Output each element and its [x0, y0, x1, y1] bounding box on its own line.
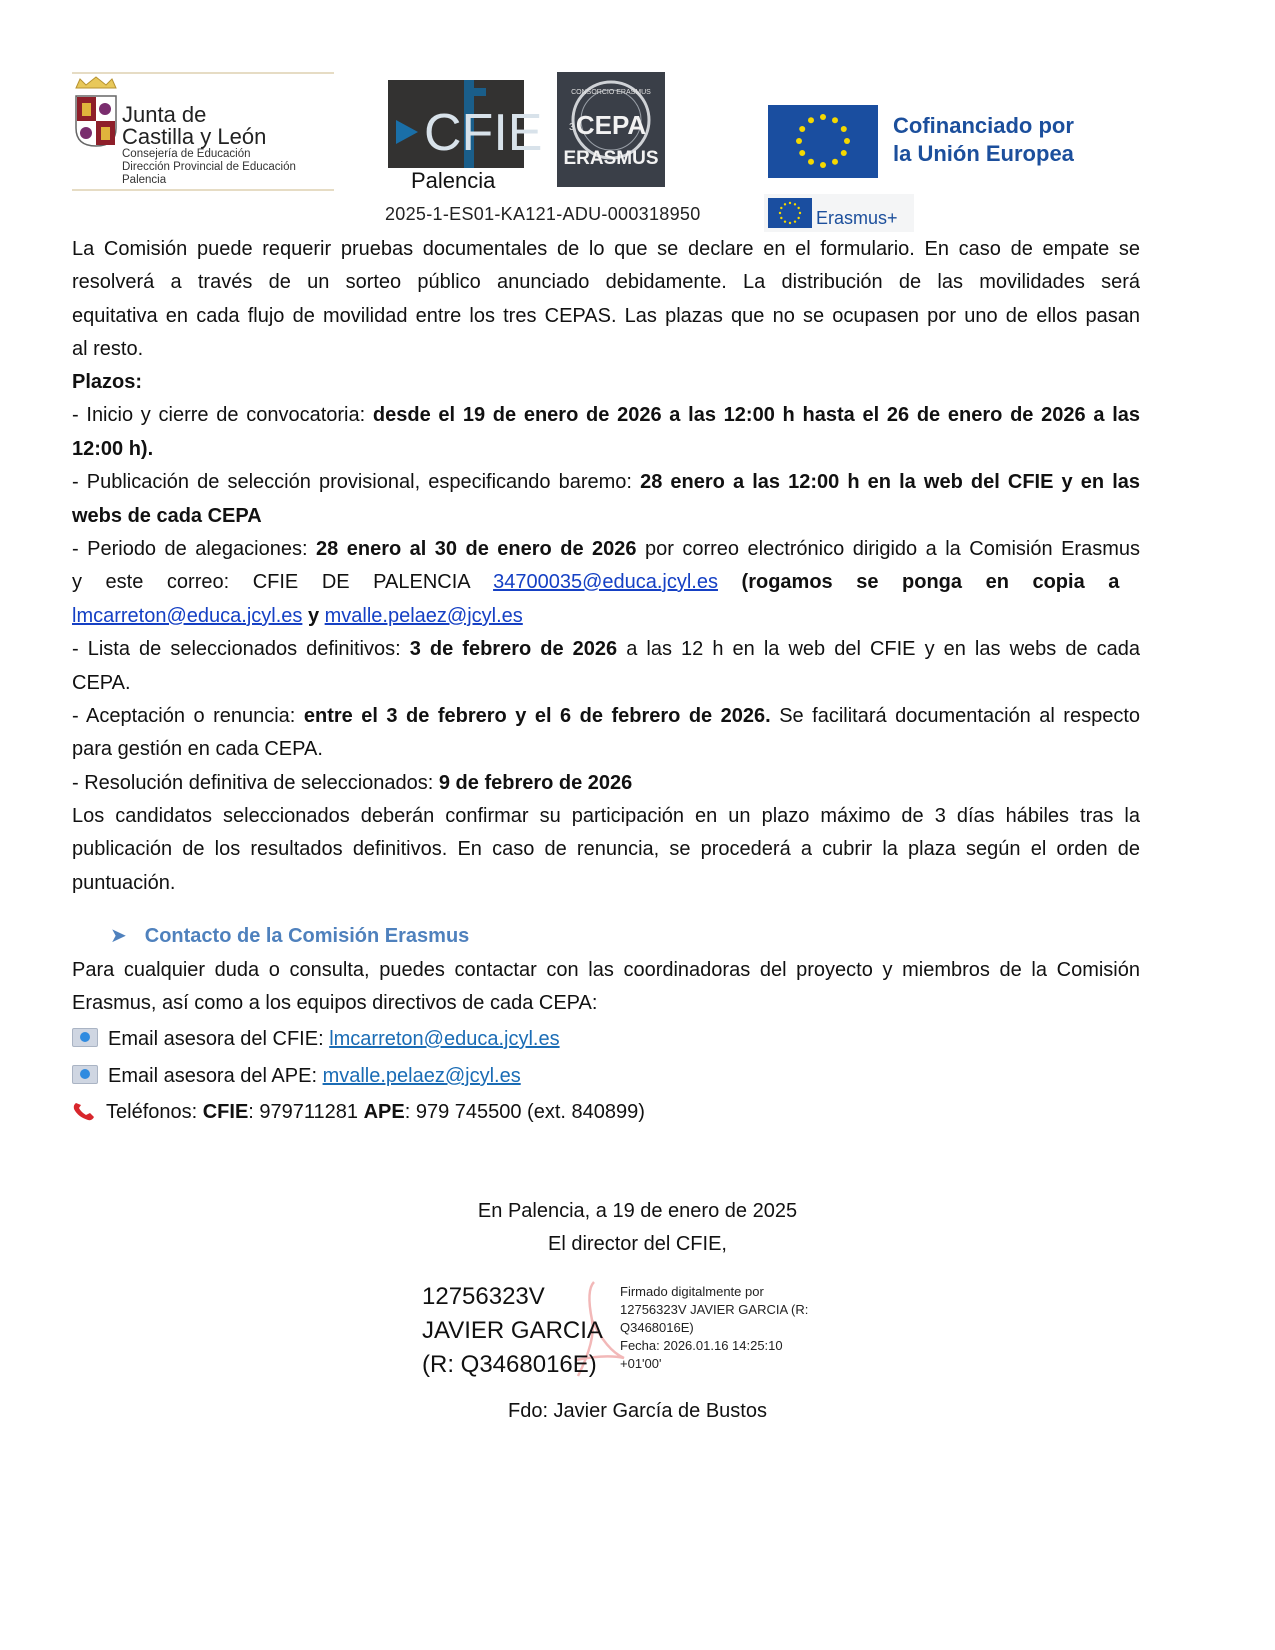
deadline-item-4 — [72, 633, 1140, 666]
eu-star — [832, 159, 838, 165]
phone-ape-label: APE — [363, 1101, 405, 1123]
item4-rest: a las 12 h en la web del CFIE y en las webs de cada — [617, 638, 1140, 660]
para2-line1: Los candidatos seleccionados deberán confirmar su participación en un plazo máximo de 3 días hábiles tras la — [72, 805, 1140, 827]
eu-star — [841, 126, 847, 132]
sig-detail3: Q3468016E) — [620, 1320, 694, 1335]
sig-detail4: Fecha: 2026.01.16 14:25:10 — [620, 1338, 783, 1353]
email-link-cfie[interactable]: lmcarreton@educa.jcyl.es — [329, 1028, 560, 1050]
cepa-num-text: 3 — [569, 122, 575, 133]
item6-label: - Resolución definitiva de seleccionados: — [72, 772, 439, 794]
eu-flag — [768, 105, 878, 178]
project-code: 2025-1-ES01-KA121-ADU-000318950 — [385, 204, 701, 224]
para2-line2: publicación de los resultados definitivos. En caso de renuncia, se procederá a cubrir la plaza según el orden de — [72, 838, 1140, 860]
item5-line2: para gestión en cada CEPA. — [72, 738, 323, 760]
item4-line2: CEPA. — [72, 672, 131, 694]
eu-star — [844, 138, 850, 144]
signer-role: El director del CFIE, — [548, 1233, 727, 1255]
cepa-erasmus-logo — [557, 72, 665, 187]
eu-star — [784, 220, 786, 222]
sig-name-line3: (R: Q3468016E) — [422, 1351, 597, 1378]
email-link-lmcarreton[interactable]: lmcarreton@educa.jcyl.es — [72, 605, 303, 627]
cfie-logo — [388, 80, 543, 168]
deadline-item-5 — [72, 700, 1140, 733]
eu-star — [794, 220, 796, 222]
phone-ape: : 979 745500 (ext. 840899) — [404, 1101, 645, 1123]
plazos-title: Plazos: — [72, 371, 143, 393]
eu-star — [784, 203, 786, 205]
eu-star — [799, 150, 805, 156]
deadline-item-1 — [72, 399, 1140, 432]
phone-cfie: : 979711281 — [248, 1101, 364, 1123]
item3-rest: por correo electrónico dirigido a la Comisión Erasmus — [636, 538, 1140, 560]
email2-label: Email asesora del APE: — [108, 1065, 323, 1087]
eu-cofinanced-text — [893, 112, 1074, 168]
item2-dates-end: webs de cada CEPA — [72, 505, 262, 527]
jcyl-line1: Junta de — [122, 102, 207, 127]
item1-label: - Inicio y cierre de convocatoria: — [72, 404, 373, 426]
eu-star — [799, 126, 805, 132]
signed-by: Fdo: Javier García de Bustos — [507, 1400, 767, 1422]
eu-star — [832, 117, 838, 123]
sig-detail5: +01'00' — [620, 1356, 662, 1371]
eu-star — [797, 217, 799, 219]
item2-label: - Publicación de selección provisional, especificando baremo: — [72, 471, 641, 493]
item2-dates: 28 enero a las 12:00 h en la web del CFIE y en las — [640, 471, 1140, 493]
email-link-mvalle[interactable]: mvalle.pelaez@jcyl.es — [324, 605, 523, 627]
item1-dates: desde el 19 de enero de 2026 a las 12:00 h hasta el 26 de enero de 2026 a las — [372, 404, 1140, 426]
eu-star — [779, 212, 781, 214]
email-icon — [72, 1065, 98, 1084]
item3-copy-note: (rogamos se ponga en copia a — [717, 571, 1120, 593]
item5-dates: entre el 3 de febrero y el 6 de febrero de 2026. — [303, 705, 771, 727]
sig-detail2: 12756323V JAVIER GARCIA (R: — [620, 1302, 809, 1317]
para1-line1: La Comisión puede requerir pruebas documentales de lo que se declare en el formulario. En caso de empate se — [72, 238, 1140, 260]
item4-date: 3 de febrero de 2026 — [409, 638, 618, 660]
contact-heading-text: Contacto de la Comisión Erasmus — [144, 925, 470, 947]
deadline-item-3 — [72, 533, 1140, 566]
eu-mini-flag-icon — [768, 198, 812, 228]
digital-signature-details — [620, 1283, 808, 1373]
cfie-city: Palencia — [411, 168, 496, 193]
sig-name-line1: 12756323V — [422, 1283, 545, 1310]
email-link-34700035[interactable]: 34700035@educa.jcyl.es — [493, 571, 718, 593]
eu-stars-icon — [768, 105, 878, 178]
sig-detail1: Firmado digitalmente por — [620, 1284, 764, 1299]
eu-star — [820, 114, 826, 120]
place-date: En Palencia, a 19 de enero de 2025 — [477, 1200, 798, 1222]
deadline-item-6 — [72, 767, 1140, 800]
para1-line3: equitativa en cada flujo de movilidad entre los tres CEPAS. Las plazas que no se ocupasen por uno de ellos pasan — [72, 305, 1140, 327]
phone-icon — [72, 1101, 96, 1121]
eu-star — [789, 202, 791, 204]
phone-cfie-label: CFIE — [202, 1101, 249, 1123]
eu-star — [808, 159, 814, 165]
eu-star — [780, 217, 782, 219]
eu-star — [780, 207, 782, 209]
eu-star — [797, 207, 799, 209]
eu-star — [841, 150, 847, 156]
item3-line2 — [72, 566, 1140, 599]
contact-heading — [110, 923, 469, 948]
eu-star — [808, 117, 814, 123]
jcyl-sub2: Dirección Provincial de Educación — [122, 161, 296, 173]
item5-rest: Se facilitará documentación al respecto — [770, 705, 1141, 727]
contact-phones — [72, 1096, 1140, 1129]
deadline-item-2 — [72, 466, 1140, 499]
eu-star — [796, 138, 802, 144]
para1-line2: resolverá a través de un sorteo público anunciado debidamente. La distribución de las movilidades será — [72, 271, 1140, 293]
contact-intro-line1: Para cualquier duda o consulta, puedes contactar con las coordinadoras del proyecto y miembros de la Comisión — [72, 959, 1140, 981]
item5-label: - Aceptación o renuncia: — [72, 705, 304, 727]
item6-date: 9 de febrero de 2026 — [438, 772, 633, 794]
contact-email-ape — [72, 1060, 1140, 1093]
eu-star — [789, 222, 791, 224]
eu-star — [820, 162, 826, 168]
crown-icon — [74, 76, 118, 90]
eu-line2: la Unión Europea — [893, 141, 1074, 166]
cfie-mark-icon — [388, 80, 543, 168]
item3-label: - Periodo de alegaciones: — [72, 538, 317, 560]
item3-dates: 28 enero al 30 de enero de 2026 — [316, 538, 637, 560]
email-icon — [72, 1028, 98, 1047]
eu-star — [799, 212, 801, 214]
phone-label: Teléfonos: — [106, 1101, 203, 1123]
junta-castilla-leon-logo — [72, 72, 334, 191]
cepa-top-text: CONSORCIO ERASMUS — [571, 89, 651, 96]
jcyl-sub1: Consejería de Educación — [122, 148, 251, 160]
para2-line3: puntuación. — [72, 872, 176, 894]
erasmus-plus-logo — [764, 194, 914, 232]
cepa-bottom-text: ERASMUS — [563, 148, 659, 169]
item1-dates-end: 12:00 h). — [72, 438, 154, 460]
cfie-text: CFIE — [424, 104, 543, 162]
coat-of-arms-icon — [74, 94, 118, 148]
item3-and: y — [302, 605, 325, 627]
eu-line1: Cofinanciado por — [893, 113, 1074, 138]
item4-label: - Lista de seleccionados definitivos: — [72, 638, 410, 660]
sig-name-line2: JAVIER GARCIA — [422, 1317, 603, 1344]
contact-email-cfie — [72, 1023, 1140, 1056]
contact-intro-line2: Erasmus, así como a los equipos directivos de cada CEPA: — [72, 992, 598, 1014]
eu-star — [794, 203, 796, 205]
para1-line4: al resto. — [72, 338, 144, 360]
cepa-main-text: CEPA — [575, 110, 647, 140]
digital-signature-name — [422, 1280, 603, 1382]
erasmus-plus-text: Erasmus+ — [816, 208, 898, 228]
jcyl-sub3: Palencia — [122, 174, 167, 186]
jcyl-line2: Castilla y León — [122, 124, 267, 149]
item3-line2-pre: y este correo: CFIE DE PALENCIA — [72, 571, 494, 593]
arrow-bullet-icon: ➤ — [110, 925, 127, 947]
email1-label: Email asesora del CFIE: — [108, 1028, 330, 1050]
email-link-ape[interactable]: mvalle.pelaez@jcyl.es — [322, 1065, 521, 1087]
